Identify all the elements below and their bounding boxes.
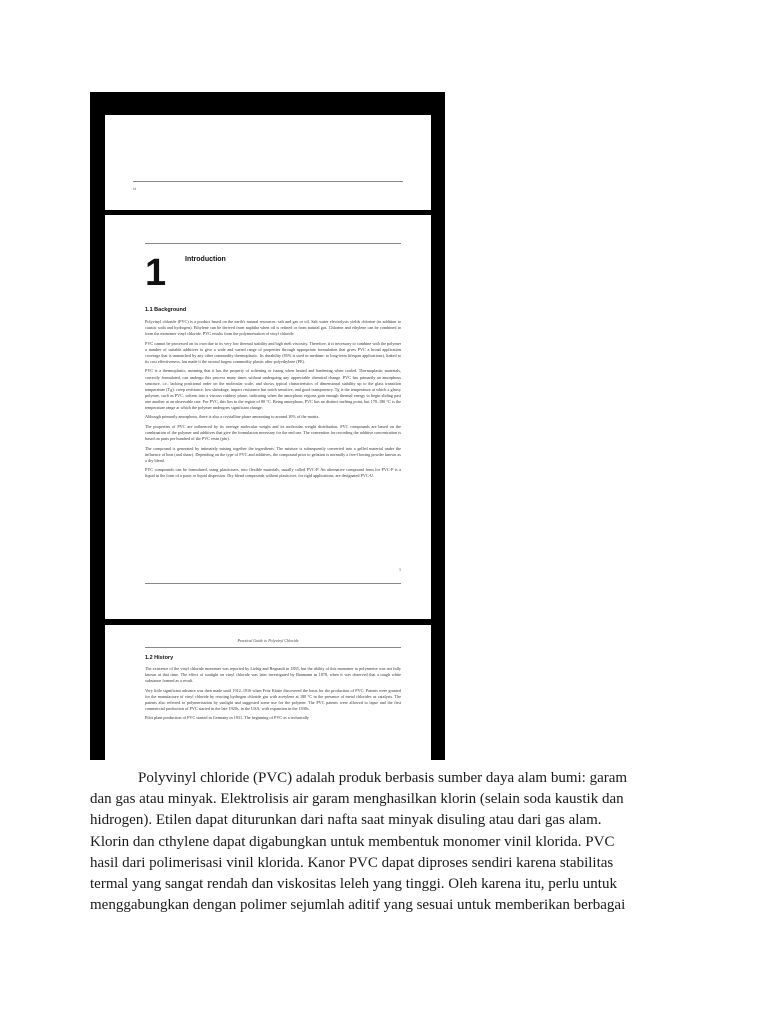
text-line: dan gas atau minyak. Elektrolisis air garam menghasilkan klorin (selain soda kaustik dan xyxy=(90,791,624,808)
page-number: vi xyxy=(133,186,137,191)
paragraph: The properties of PVC are influenced by its average molecular weight and its molecular weight distribution. PVC compounds are based on the combination of the polymer and additives that give the formulation necessary for the end use. The convention for recording the additive concentration is based on parts per hundred of the PVC resin (phr). xyxy=(145,423,401,442)
paragraph: PVC is a thermoplastic, meaning that it has the property of softening or fusing when heated and hardening when cooled. Thermoplastic materials, correctly formulated, can undergo this process many times without undergoing any appreciable chemical change. PVC has primarily an amorphous structure, i.e., lacking positional order on the molecular scale, and shows typical characteristics of dimensional stability up to the glass transition temperature (Tg): creep resistance, low shrinkage, impact resistance but notch sensitive, and good transparency. Tg is the temperature at which a glassy polymer, such as PVC, softens into a viscous rubbery phase, indicating when the amorphous regions gain enough thermal energy to begin sliding past one another at an observable rate. For PVC, this lies in the region of 80 °C. Being amorphous, PVC has no distinct melting point, but 170–180 °C is the temperature range at which the polymer undergoes significant change. xyxy=(145,368,401,410)
text-line: Polyvinyl chloride (PVC) adalah produk berbasis sumber daya alam bumi: garam xyxy=(138,770,628,786)
header-rule xyxy=(145,647,401,648)
text-line: menggabungkan dengan polimer sejumlah aditif yang sesuai untuk memberikan berbagai xyxy=(90,897,626,914)
page-number: 1 xyxy=(399,567,401,572)
paragraph: PVC compounds can be formulated, using plasticisers, into flexible materials, usually called PVC-P. An alternative compound form for PVC-P is a liquid in the form of a paste or liquid dispersion. Dry blend compounds without plasticiser, for rigid applications, are designated PVC-U. xyxy=(145,467,401,479)
paragraph: Although primarily amorphous, there is also a crystalline phase amounting to around 10% of the matrix. xyxy=(145,414,320,420)
book-pages-screenshot xyxy=(90,92,445,760)
book-page-vi xyxy=(105,115,431,210)
text-line: termal yang sangat rendah dan viskositas leleh yang tinggi. Oleh karena itu, perlu untuk xyxy=(90,876,617,893)
text-line: hasil dari polimerisasi vinil klorida. Kanor PVC dapat diproses sendiri karena stabilitas xyxy=(90,854,614,871)
paragraph: The existence of the vinyl chloride monomer was reported by Liebig and Regnault in 1835, but the ability of this monomer to polymerise was not fully known at that time. The effect of sunlight on vinyl chloride was later investigated by Baumann in 1878, when it was observed that a tough white substance formed as a result. xyxy=(145,666,401,684)
chapter-rule xyxy=(145,243,401,244)
book-page-2 xyxy=(105,625,431,760)
text-line: hidrogen). Etilen dapat diturunkan dari nafta saat minyak disuling atau dari gas alam. xyxy=(90,812,602,829)
paragraph: Very little significant advance was then made until 1912–1916 when Fritz Klatte discovered the basis for the production of PVC. Patents were granted for the manufacture of vinyl chloride by reacting hydrogen chloride gas with acetylene at 180 °C in the presence of metal chlorides as catalysts. The patents also referred to polymerisation by sunlight and suggested some use for the polymer. The PVC patents were allowed to lapse and the first commercial production of PVC started in the late 1920s, in the USA, with expansion in the 1930s. xyxy=(145,687,401,711)
text-line: Klorin dan cthylene dapat digabungkan untuk membentuk monomer vinil klorida. PVC xyxy=(90,833,615,850)
paragraph: Polyvinyl chloride (PVC) is a product based on the earth's natural resources: salt and gas or oil. Salt water electrolysis yields chlorine (in addition to caustic soda and hydrogen). Ethylene can be derived from naphtha when oil is refined or from natural gas. Chlorine and ethylene can be combined to form the monomer vinyl chloride. PVC results from the polymerisation of vinyl chloride. xyxy=(145,319,401,337)
translation-paragraph xyxy=(90,768,680,916)
chapter-number: 1 xyxy=(145,252,167,294)
paragraph: Pilot plant production of PVC started in Germany in 1931. The beginning of PVC as a technically xyxy=(145,715,310,721)
page-rule xyxy=(145,583,401,584)
paragraph: The compound is generated by intimately mixing together the ingredients. The mixture is subsequently converted into a gelled material under the influence of heat (and shear). Depending on the type of PVC and additives, the compound prior to gelation is normally a free-flowing powder known as a dry blend. xyxy=(145,445,401,463)
section-body xyxy=(145,319,401,483)
section-heading: 1.1 Background xyxy=(145,307,187,313)
book-page-1 xyxy=(105,215,431,619)
page-rule xyxy=(133,181,403,182)
paragraph: PVC cannot be processed on its own due to its very low thermal stability and high melt viscosity. Therefore, it is necessary to combine with the polymer a number of suitable additives to give a wide and varied range of properties through appropriate formulation that gives PVC a broad application coverage that is unmatched by any other commodity thermoplastic. Its durability (85% is used in medium- to long-term lifespan applications), linked to its cost effectiveness, has made it the second largest commodity plastic after polyethylene (PE). xyxy=(145,340,401,364)
section-heading: 1.2 History xyxy=(145,655,174,661)
running-head: Practical Guide to Polyvinyl Chloride xyxy=(237,638,299,643)
chapter-title: Introduction xyxy=(185,256,226,263)
section-body xyxy=(145,666,401,725)
